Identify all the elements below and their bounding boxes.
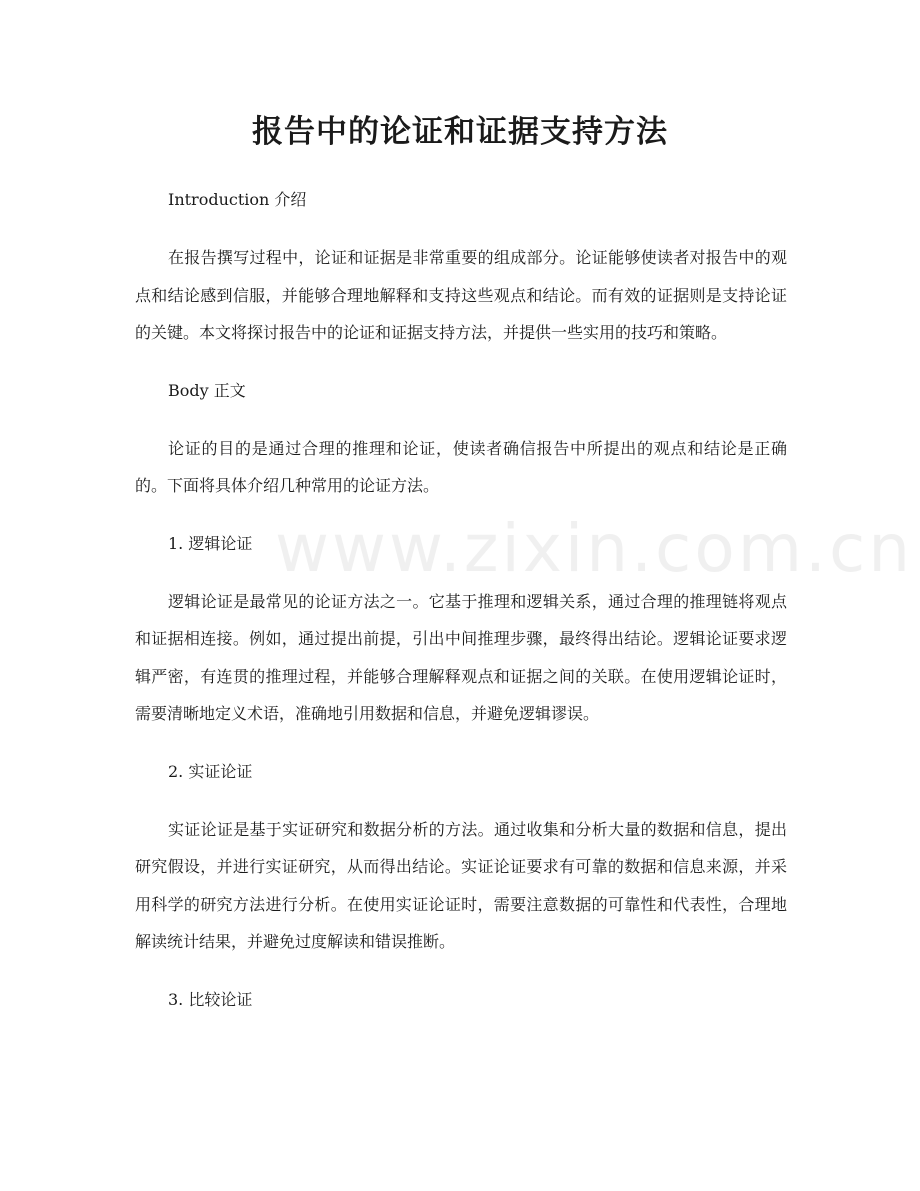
document-body	[135, 180, 787, 1020]
section-heading-empirical: 2. 实证论证	[168, 761, 253, 781]
paragraph-empirical: 实证论证是基于实证研究和数据分析的方法。通过收集和分析大量的数据和信息，提出研究假设，并进行实证研究，从而得出结论。实证论证要求有可靠的数据和信息来源，并采用科学的研究方法进行分析。在使用实证论证时，需要注意数据的可靠性和代表性，合理地解读统计结果，并避免过度解读和错误推断。	[135, 819, 787, 951]
section-heading-body: Body 正文	[168, 380, 246, 400]
section-heading-logical: 1. 逻辑论证	[168, 533, 253, 553]
watermark: www.zixin.com.cn	[275, 510, 914, 587]
paragraph-logical: 逻辑论证是最常见的论证方法之一。它基于推理和逻辑关系，通过合理的推理链将观点和证据相连接。例如，通过提出前提，引出中间推理步骤，最终得出结论。逻辑论证要求逻辑严密，有连贯的推理过程，并能够合理解释观点和证据之间的关联。在使用逻辑论证时，需要清晰地定义术语，准确地引用数据和信息，并避免逻辑谬误。	[135, 591, 787, 723]
section-heading-introduction: Introduction 介绍	[168, 190, 307, 209]
page-title: 报告中的论证和证据支持方法	[252, 114, 668, 150]
paragraph-body: 论证的目的是通过合理的推理和论证，使读者确信报告中所提出的观点和结论是正确的。下面将具体介绍几种常用的论证方法。	[135, 438, 787, 495]
paragraph-introduction: 在报告撰写过程中，论证和证据是非常重要的组成部分。论证能够使读者对报告中的观点和结论感到信服，并能够合理地解释和支持这些观点和结论。而有效的证据则是支持论证的关键。本文将探讨报告中的论证和证据支持方法，并提供一些实用的技巧和策略。	[135, 248, 787, 342]
section-heading-comparative: 3. 比较论证	[168, 989, 253, 1009]
